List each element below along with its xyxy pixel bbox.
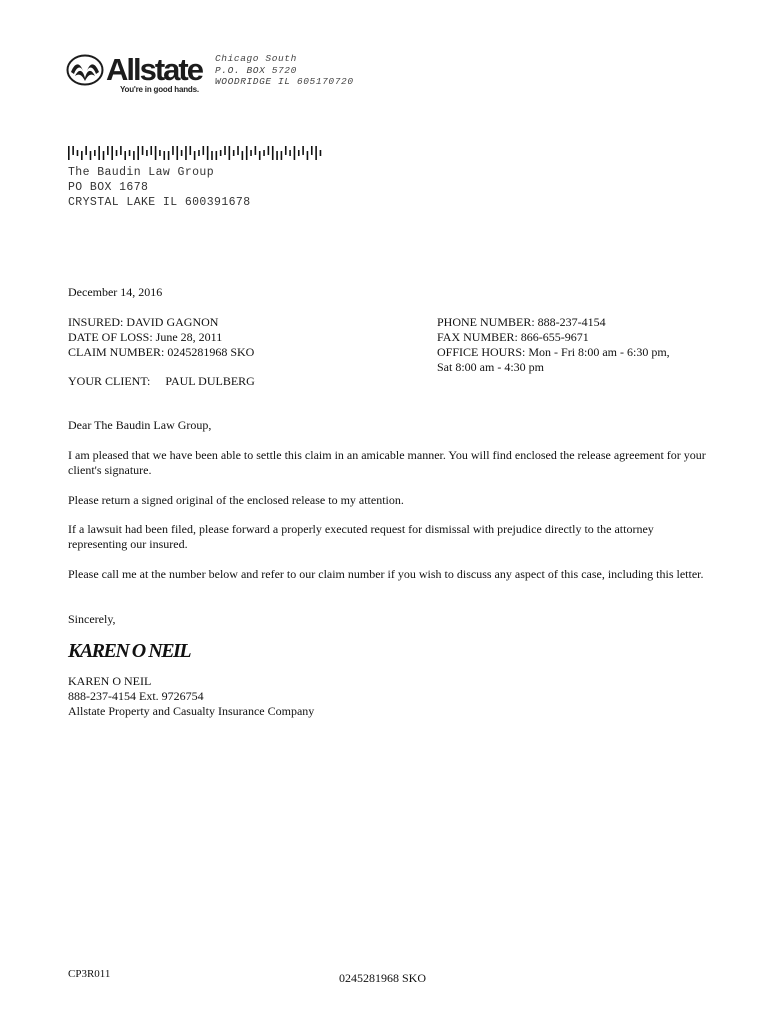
body-paragraph: Please call me at the number below and refer to our claim number if you wish to discuss any aspect of this case, including this letter. [68,567,704,581]
recipient-address [68,165,251,210]
body-paragraph: Please return a signed original of the enclosed release to my attention. [68,493,404,507]
contact-info [437,315,670,375]
sender-address [215,53,354,88]
recipient-address-line: The Baudin Law Group [68,166,215,179]
signer-company: Allstate Property and Casualty Insurance Company [68,704,315,718]
body-paragraph: I am pleased that we have been able to settle this claim in an amicable manner. You will find enclosed the release agreement for your client's signature. [68,448,706,477]
date-of-loss-line: DATE OF LOSS: June 28, 2011 [68,330,223,344]
recipient-address-line: CRYSTAL LAKE IL 600391678 [68,196,251,209]
fax-number-line: FAX NUMBER: 866-655-9671 [437,330,589,344]
form-code: CP3R011 [68,968,111,980]
footer-claim-number: 0245281968 SKO [339,971,427,985]
signature: KAREN O NEIL [68,640,191,662]
phone-number-line: PHONE NUMBER: 888-237-4154 [437,315,606,329]
office-hours-saturday-line: Sat 8:00 am - 4:30 pm [437,360,544,374]
sender-address-line: WOODRIDGE IL 605170720 [215,76,354,87]
sender-address-line: P.O. BOX 5720 [215,64,297,76]
allstate-logo [66,52,216,98]
insured-line: INSURED: DAVID GAGNON [68,315,219,329]
recipient-address-line: PO BOX 1678 [68,181,149,194]
brand-tagline: You're in good hands. [120,85,199,94]
claim-info [68,315,254,360]
office-hours-line: OFFICE HOURS: Mon - Fri 8:00 am - 6:30 pm, [437,345,670,359]
salutation: Dear The Baudin Law Group, [68,418,212,432]
sender-address-line: Chicago South [215,53,297,64]
postal-barcode [68,146,324,160]
your-client-line: YOUR CLIENT: PAUL DULBERG [68,374,255,388]
signer-block [68,674,314,719]
good-hands-icon [66,54,104,86]
closing: Sincerely, [68,612,116,626]
letter-date: December 14, 2016 [68,285,163,299]
body-paragraph: If a lawsuit had been filed, please forward a properly executed request for dismissal with prejudice directly to the attorney representing our insured. [68,522,654,551]
signer-name: KAREN O NEIL [68,674,152,688]
brand-wordmark: Allstate [106,52,202,87]
claim-number-line: CLAIM NUMBER: 0245281968 SKO [68,345,255,359]
signer-phone: 888-237-4154 Ext. 9726754 [68,689,204,703]
